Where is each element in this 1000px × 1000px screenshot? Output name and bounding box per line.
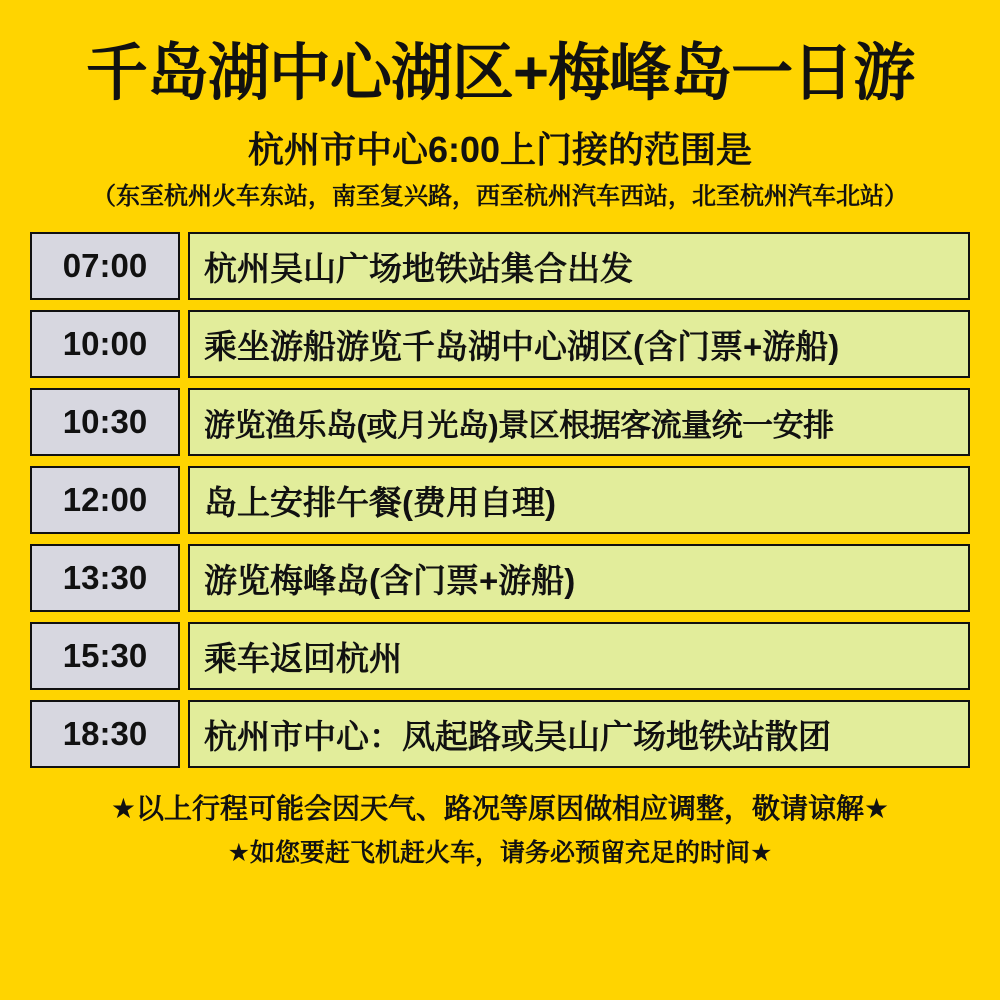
footnote-transport: ★如您要赶飞机赶火车，请务必预留充足的时间★	[227, 838, 773, 867]
schedule-desc: 杭州吴山广场地铁站集合出发	[188, 232, 970, 300]
table-row	[30, 388, 970, 456]
schedule-time: 10:00	[30, 310, 180, 378]
schedule-desc: 杭州市中心：凤起路或吴山广场地铁站散团	[188, 700, 970, 768]
table-row	[30, 232, 970, 300]
table-row	[30, 544, 970, 612]
schedule-time: 18:30	[30, 700, 180, 768]
footnote-weather: ★以上行程可能会因天气、路况等原因做相应调整，敬请谅解★	[110, 793, 890, 825]
table-row	[30, 310, 970, 378]
schedule-desc: 乘车返回杭州	[188, 622, 970, 690]
pickup-subtitle: 杭州市中心6:00上门接的范围是	[247, 129, 753, 171]
schedule-time: 07:00	[30, 232, 180, 300]
table-row	[30, 622, 970, 690]
table-row	[30, 466, 970, 534]
schedule-desc: 游览渔乐岛(或月光岛)景区根据客流量统一安排	[188, 388, 970, 456]
footer-notes	[30, 792, 970, 868]
schedule-table	[30, 232, 970, 768]
pickup-range-note: （东至杭州火车东站，南至复兴路，西至杭州汽车西站，北至杭州汽车北站）	[92, 182, 908, 210]
table-row	[30, 700, 970, 768]
schedule-desc: 游览梅峰岛(含门票+游船)	[188, 544, 970, 612]
schedule-time: 13:30	[30, 544, 180, 612]
schedule-desc: 岛上安排午餐(费用自理)	[188, 466, 970, 534]
schedule-desc: 乘坐游船游览千岛湖中心湖区(含门票+游船)	[188, 310, 970, 378]
schedule-time: 15:30	[30, 622, 180, 690]
schedule-time: 12:00	[30, 466, 180, 534]
page-title: 千岛湖中心湖区+梅峰岛一日游	[85, 39, 915, 108]
schedule-time: 10:30	[30, 388, 180, 456]
